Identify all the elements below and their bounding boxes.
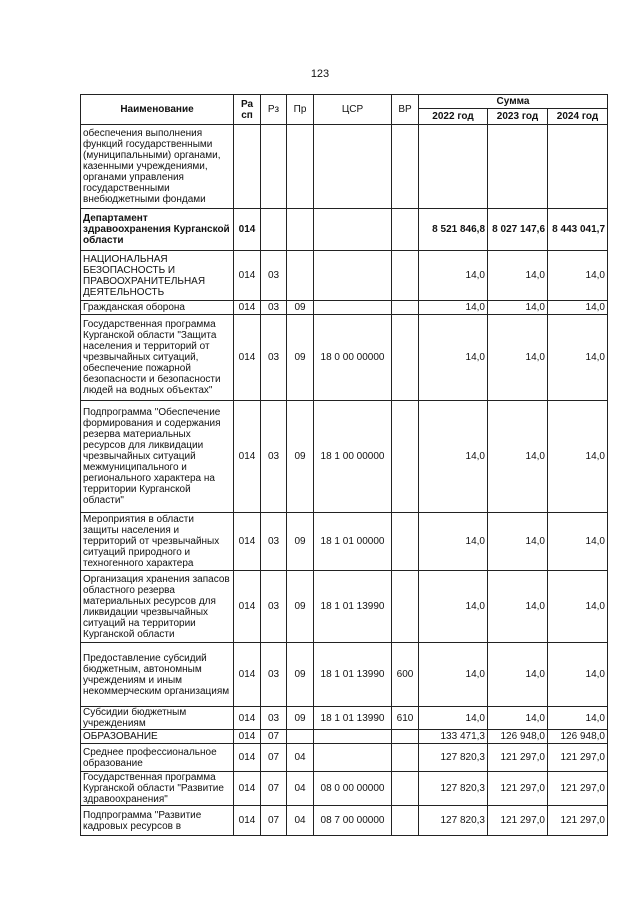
row-pr: 09: [287, 571, 314, 643]
row-amount-2024: 14,0: [548, 707, 608, 730]
table-row: [81, 209, 608, 251]
row-amount-2022: [419, 125, 488, 209]
row-vr: [392, 301, 419, 315]
col-header-pr: Пр: [287, 95, 314, 125]
row-csr: 18 1 01 13990: [314, 571, 392, 643]
row-rasp: 014: [234, 251, 261, 301]
row-vr: [392, 571, 419, 643]
row-amount-2023: 126 948,0: [488, 730, 548, 744]
table-row: [81, 730, 608, 744]
row-rz: 07: [261, 806, 287, 836]
row-name: Гражданская оборона: [81, 301, 234, 315]
row-amount-2024: 14,0: [548, 301, 608, 315]
row-rasp: 014: [234, 315, 261, 401]
row-amount-2023: 121 297,0: [488, 772, 548, 806]
row-vr: [392, 209, 419, 251]
row-rasp: [234, 125, 261, 209]
row-amount-2023: 14,0: [488, 251, 548, 301]
row-amount-2024: 14,0: [548, 513, 608, 571]
row-csr: [314, 730, 392, 744]
table-row: [81, 251, 608, 301]
row-pr: 09: [287, 643, 314, 707]
table-row: [81, 513, 608, 571]
row-rz: 03: [261, 251, 287, 301]
row-name: Мероприятия в области защиты населения и территорий от чрезвычайных ситуаций природного и техногенного характера: [81, 513, 234, 571]
row-amount-2023: 14,0: [488, 401, 548, 513]
row-csr: [314, 301, 392, 315]
col-header-name: Наименование: [81, 95, 234, 125]
row-rasp: 014: [234, 513, 261, 571]
row-rasp: 014: [234, 401, 261, 513]
budget-table: [80, 94, 608, 836]
row-vr: [392, 125, 419, 209]
row-pr: 04: [287, 806, 314, 836]
table-row: [81, 707, 608, 730]
row-amount-2022: 127 820,3: [419, 806, 488, 836]
row-vr: [392, 744, 419, 772]
row-amount-2022: 133 471,3: [419, 730, 488, 744]
row-name: Субсидии бюджетным учреждениям: [81, 707, 234, 730]
row-pr: 04: [287, 772, 314, 806]
row-vr: [392, 772, 419, 806]
row-amount-2022: 14,0: [419, 571, 488, 643]
table-row: [81, 806, 608, 836]
row-csr: 18 1 01 13990: [314, 707, 392, 730]
row-rz: 03: [261, 301, 287, 315]
row-pr: 04: [287, 744, 314, 772]
row-rz: 03: [261, 707, 287, 730]
row-pr: 09: [287, 513, 314, 571]
row-amount-2024: 8 443 041,7: [548, 209, 608, 251]
row-rz: 07: [261, 772, 287, 806]
row-amount-2023: [488, 125, 548, 209]
row-csr: 18 1 01 13990: [314, 643, 392, 707]
row-amount-2024: 14,0: [548, 401, 608, 513]
row-amount-2022: 14,0: [419, 401, 488, 513]
row-rz: 03: [261, 643, 287, 707]
row-rz: 03: [261, 571, 287, 643]
row-pr: 09: [287, 707, 314, 730]
table-row: [81, 772, 608, 806]
row-rz: [261, 125, 287, 209]
row-amount-2022: 14,0: [419, 643, 488, 707]
row-amount-2024: 14,0: [548, 251, 608, 301]
col-header-csr: ЦСР: [314, 95, 392, 125]
row-csr: 08 0 00 00000: [314, 772, 392, 806]
col-header-2024: 2024 год: [548, 109, 608, 125]
row-name: Среднее профессиональное образование: [81, 744, 234, 772]
row-name: Предоставление субсидий бюджетным, автономным учреждениям и иным некоммерческим организациям: [81, 643, 234, 707]
col-header-rz: Рз: [261, 95, 287, 125]
row-amount-2024: 14,0: [548, 571, 608, 643]
table-row: [81, 744, 608, 772]
table-row: [81, 315, 608, 401]
row-csr: 18 1 00 00000: [314, 401, 392, 513]
row-rasp: 014: [234, 730, 261, 744]
row-vr: [392, 730, 419, 744]
row-rasp: 014: [234, 772, 261, 806]
row-amount-2022: 8 521 846,8: [419, 209, 488, 251]
row-amount-2023: 14,0: [488, 301, 548, 315]
row-csr: [314, 251, 392, 301]
row-amount-2023: 14,0: [488, 707, 548, 730]
row-vr: [392, 806, 419, 836]
row-rasp: 014: [234, 571, 261, 643]
row-rz: [261, 209, 287, 251]
row-amount-2022: 14,0: [419, 513, 488, 571]
row-rasp: 014: [234, 301, 261, 315]
table-row: [81, 401, 608, 513]
table-row: [81, 571, 608, 643]
col-header-rasp: Ра сп: [234, 95, 261, 125]
row-amount-2024: 121 297,0: [548, 806, 608, 836]
row-rasp: 014: [234, 707, 261, 730]
table-row: [81, 125, 608, 209]
row-rz: 07: [261, 730, 287, 744]
row-amount-2022: 14,0: [419, 251, 488, 301]
row-pr: [287, 251, 314, 301]
row-amount-2023: 14,0: [488, 643, 548, 707]
row-vr: [392, 401, 419, 513]
row-amount-2024: [548, 125, 608, 209]
row-rasp: 014: [234, 744, 261, 772]
row-rasp: 014: [234, 643, 261, 707]
row-amount-2024: 121 297,0: [548, 744, 608, 772]
row-name: НАЦИОНАЛЬНАЯ БЕЗОПАСНОСТЬ И ПРАВООХРАНИТЕЛЬНАЯ ДЕЯТЕЛЬНОСТЬ: [81, 251, 234, 301]
row-vr: 600: [392, 643, 419, 707]
row-rasp: 014: [234, 209, 261, 251]
row-csr: [314, 209, 392, 251]
row-vr: [392, 513, 419, 571]
row-vr: [392, 315, 419, 401]
row-amount-2023: 8 027 147,6: [488, 209, 548, 251]
row-pr: [287, 125, 314, 209]
row-name: ОБРАЗОВАНИЕ: [81, 730, 234, 744]
row-amount-2023: 14,0: [488, 571, 548, 643]
row-vr: [392, 251, 419, 301]
table-row: [81, 643, 608, 707]
row-amount-2024: 14,0: [548, 643, 608, 707]
row-name: Подпрограмма "Развитие кадровых ресурсов в: [81, 806, 234, 836]
row-amount-2022: 14,0: [419, 301, 488, 315]
row-amount-2023: 14,0: [488, 513, 548, 571]
row-name: Государственная программа Курганской области "Защита населения и территорий от чрезвычайных ситуаций, обеспечение пожарной безопасности и безопасности людей на водных объектах": [81, 315, 234, 401]
row-amount-2022: 127 820,3: [419, 772, 488, 806]
row-name: Государственная программа Курганской области "Развитие здравоохранения": [81, 772, 234, 806]
row-amount-2024: 126 948,0: [548, 730, 608, 744]
col-header-2023: 2023 год: [488, 109, 548, 125]
row-name: Организация хранения запасов областного резерва материальных ресурсов для ликвидации чрезвычайных ситуаций на территории Курганской области: [81, 571, 234, 643]
row-rasp: 014: [234, 806, 261, 836]
col-header-vr: ВР: [392, 95, 419, 125]
row-amount-2023: 121 297,0: [488, 744, 548, 772]
row-csr: [314, 744, 392, 772]
row-amount-2023: 121 297,0: [488, 806, 548, 836]
row-csr: 08 7 00 00000: [314, 806, 392, 836]
row-pr: 09: [287, 401, 314, 513]
page-number: 123: [310, 68, 330, 80]
row-name: обеспечения выполнения функций государственными (муниципальными) органами, казенными учреждениями, органами управления государственными внебюджетными фондами: [81, 125, 234, 209]
row-amount-2024: 121 297,0: [548, 772, 608, 806]
row-amount-2024: 14,0: [548, 315, 608, 401]
row-rz: 03: [261, 315, 287, 401]
row-amount-2022: 14,0: [419, 315, 488, 401]
row-name: Департамент здравоохранения Курганской области: [81, 209, 234, 251]
row-rz: 03: [261, 513, 287, 571]
row-rz: 07: [261, 744, 287, 772]
row-pr: [287, 209, 314, 251]
row-pr: 09: [287, 301, 314, 315]
row-rz: 03: [261, 401, 287, 513]
col-header-2022: 2022 год: [419, 109, 488, 125]
col-header-sum: Сумма: [419, 95, 608, 109]
row-csr: 18 0 00 00000: [314, 315, 392, 401]
row-csr: [314, 125, 392, 209]
row-amount-2022: 127 820,3: [419, 744, 488, 772]
row-pr: [287, 730, 314, 744]
row-amount-2023: 14,0: [488, 315, 548, 401]
row-vr: 610: [392, 707, 419, 730]
table-row: [81, 301, 608, 315]
row-pr: 09: [287, 315, 314, 401]
row-name: Подпрограмма "Обеспечение формирования и содержания резерва материальных ресурсов для ликвидации чрезвычайных ситуаций межмуниципального и регионального характера на территории Курганской области": [81, 401, 234, 513]
row-amount-2022: 14,0: [419, 707, 488, 730]
row-csr: 18 1 01 00000: [314, 513, 392, 571]
